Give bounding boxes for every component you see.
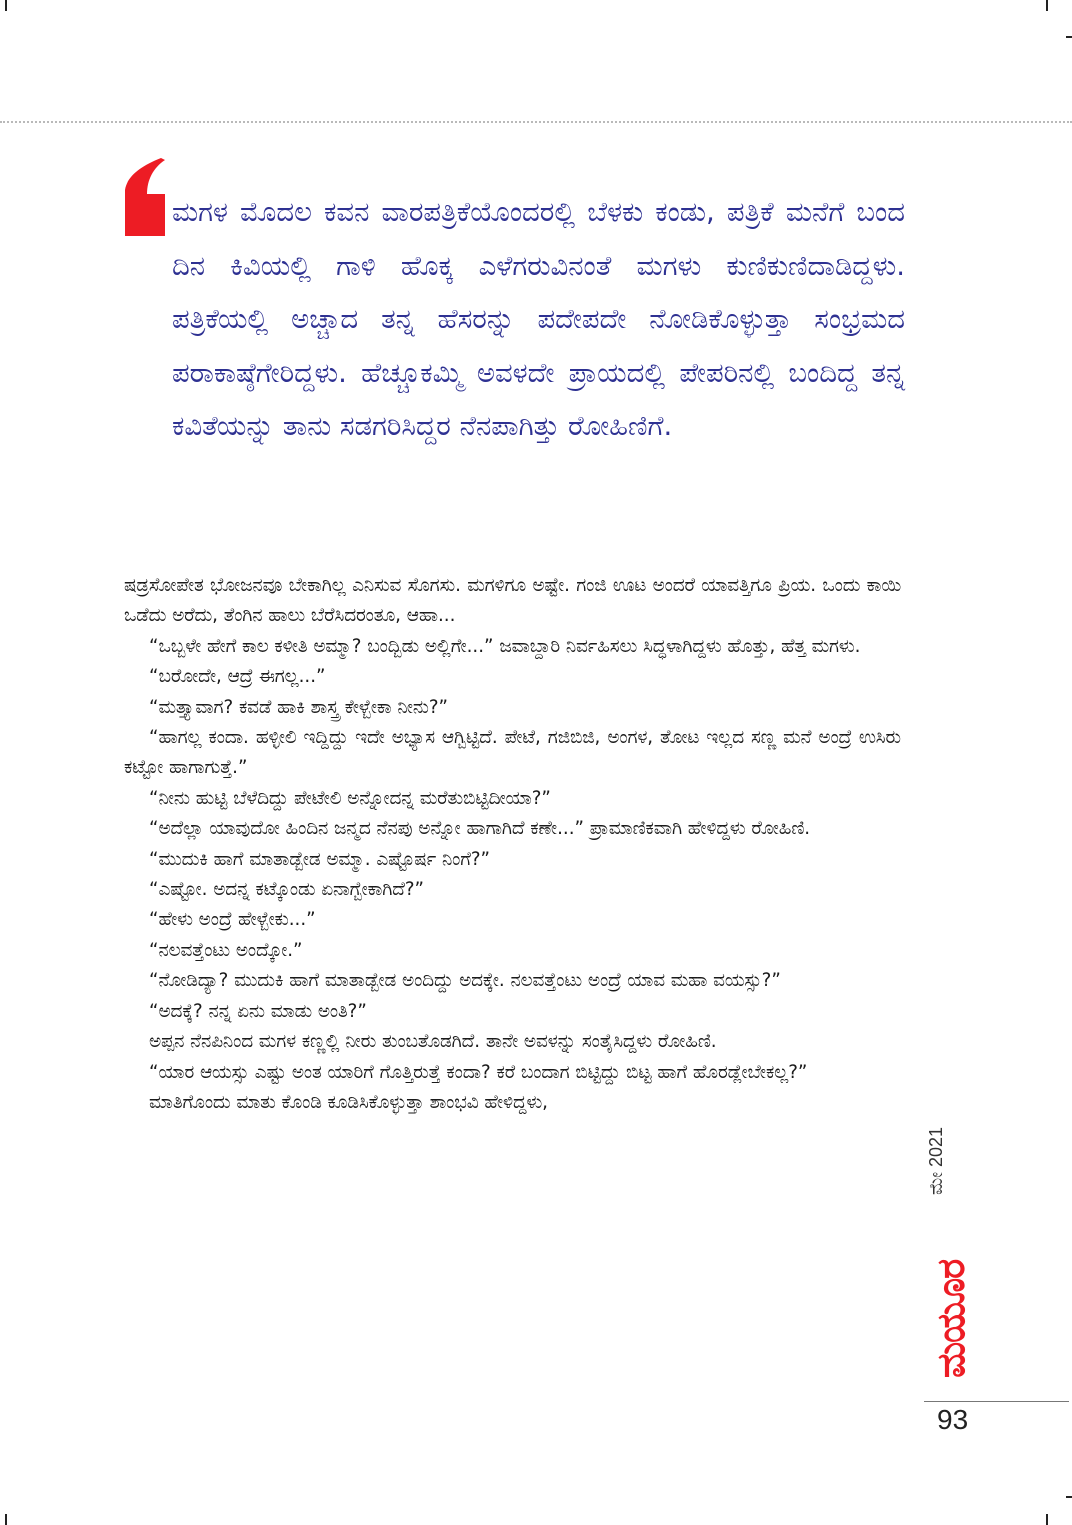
paragraph: “ಮತ್ತ್ಯಾವಾಗ? ಕವಡೆ ಹಾಕಿ ಶಾಸ್ತ್ರ ಕೇಳ್ಬೇಕಾ ನೀನು?” bbox=[149, 696, 448, 718]
paragraph: “ಯಾರ ಆಯಸ್ಸು ಎಷ್ಟು ಅಂತ ಯಾರಿಗೆ ಗೊತ್ತಿರುತ್ತೆ ಕಂದಾ? ಕರೆ ಬಂದಾಗ ಬಿಟ್ಟಿದ್ದು ಬಿಟ್ಟ ಹಾಗೆ ಹೊರಡ್ಲೇಬೇಕಲ್ಲ?” bbox=[149, 1061, 808, 1083]
crop-mark-bottom-left bbox=[5, 1514, 7, 1525]
crop-mark-right-top bbox=[1066, 36, 1072, 38]
header-dotted-rule bbox=[0, 121, 1072, 123]
paragraph: ಅಪ್ಪನ ನೆನಪಿನಿಂದ ಮಗಳ ಕಣ್ಣಲ್ಲಿ ನೀರು ತುಂಬತೊಡಗಿದೆ. ತಾನೇ ಅವಳನ್ನು ಸಂತೈಸಿದ್ದಳು ರೋಹಿಣಿ. bbox=[149, 1031, 717, 1053]
paragraph: “ಅದಕ್ಕೆ? ನನ್ನ ಏನು ಮಾಡು ಅಂತಿ?” bbox=[149, 1000, 367, 1022]
crop-mark-top-right bbox=[1046, 0, 1048, 11]
issue-date: ಮೇ 2021 bbox=[926, 1126, 946, 1195]
paragraph: “ಎಷ್ಟೋ. ಅದನ್ನ ಕಟ್ಕೊಂಡು ಏನಾಗ್ಬೇಕಾಗಿದೆ?” bbox=[149, 879, 425, 901]
paragraph: “ಒಬ್ಬಳೇ ಹೇಗೆ ಕಾಲ ಕಳೀತಿ ಅಮ್ಮಾ? ಬಂದ್ಬಿಡು ಅಲ್ಲಿಗೇ...” ಜವಾಬ್ದಾರಿ ನಿರ್ವಹಿಸಲು ಸಿದ್ಧಳಾಗಿದ್ದಳು ಹೊತ್ತು, ಹೆತ್ತ ಮಗಳು. bbox=[149, 635, 861, 657]
crop-mark-top-left bbox=[5, 0, 7, 11]
pull-quote: ಮಗಳ ಮೊದಲ ಕವನ ವಾರಪತ್ರಿಕೆಯೊಂದರಲ್ಲಿ ಬೆಳಕು ಕಂಡು, ಪತ್ರಿಕೆ ಮನೆಗೆ ಬಂದ ದಿನ ಕಿವಿಯಲ್ಲಿ ಗಾಳಿ ಹೊಕ್ಕ ಎಳೆಗರುವಿನಂತೆ ಮಗಳು ಕುಣಿಕುಣಿದಾಡಿದ್ದಳು. ಪತ್ರಿಕೆಯಲ್ಲಿ ಅಚ್ಚಾದ ತನ್ನ ಹೆಸರನ್ನು ಪದೇಪದೇ ನೋಡಿಕೊಳ್ಳುತ್ತಾ ಸಂಭ್ರಮದ ಪರಾಕಾಷ್ಠೆಗೇರಿದ್ದಳು. ಹೆಚ್ಚೂಕಮ್ಮಿ ಅವಳದೇ ಪ್ರಾಯದಲ್ಲಿ ಪೇಪರಿನಲ್ಲಿ ಬಂದಿದ್ದ ತನ್ನ ಕವಿತೆಯನ್ನು ತಾನು ಸಡಗರಿಸಿದ್ದರ ನೆನಪಾಗಿತ್ತು ರೋಹಿಣಿಗೆ. bbox=[172, 196, 905, 442]
paragraph: ಮಾತಿಗೊಂದು ಮಾತು ಕೊಂಡಿ ಕೂಡಿಸಿಕೊಳ್ಳುತ್ತಾ ಶಾಂಭವಿ ಹೇಳಿದ್ದಳು, bbox=[149, 1091, 548, 1113]
folio-rule bbox=[924, 1401, 1069, 1402]
article-body bbox=[124, 571, 901, 1118]
quote-mark-icon bbox=[125, 158, 165, 236]
paragraph: “ಅದೆಲ್ಲಾ ಯಾವುದೋ ಹಿಂದಿನ ಜನ್ಮದ ನೆನಪು ಅನ್ನೋ ಹಾಗಾಗಿದೆ ಕಣೇ...” ಪ್ರಾಮಾಣಿಕವಾಗಿ ಹೇಳಿದ್ದಳು ರೋಹಿಣಿ. bbox=[149, 818, 811, 840]
page-number: 93 bbox=[937, 1404, 969, 1435]
paragraph: ಷಡ್ರಸೋಪೇತ ಭೋಜನವೂ ಬೇಕಾಗಿಲ್ಲ ಎನಿಸುವ ಸೊಗಸು. ಮಗಳಿಗೂ ಅಷ್ಟೇ. ಗಂಜಿ ಊಟ ಅಂದರೆ ಯಾವತ್ತಿಗೂ ಪ್ರಿಯ. ಒಂದು ಕಾಯಿ ಒಡೆದು ಅರೆದು, ತೆಂಗಿನ ಹಾಲು ಬೆರೆಸಿದರಂತೂ, ಆಹಾ... bbox=[124, 575, 901, 627]
magazine-name: ಮಯೂರ bbox=[929, 1259, 973, 1378]
crop-mark-bottom-right bbox=[1046, 1514, 1048, 1525]
paragraph: “ಹಾಗಲ್ಲ ಕಂದಾ. ಹಳ್ಳೀಲಿ ಇದ್ದಿದ್ದು ಇದೇ ಅಭ್ಯಾಸ ಆಗ್ಬಿಟ್ಟಿದೆ. ಪೇಟೆ, ಗಜಿಬಿಜಿ, ಅಂಗಳ, ತೋಟ ಇಲ್ಲದ ಸಣ್ಣ ಮನೆ ಅಂದ್ರೆ ಉಸಿರು ಕಟ್ಟೋ ಹಾಗಾಗುತ್ತೆ.” bbox=[124, 727, 901, 779]
paragraph: “ಮುದುಕಿ ಹಾಗೆ ಮಾತಾಡ್ಬೇಡ ಅಮ್ಮಾ. ಎಷ್ಟೊರ್ಷ ನಿಂಗೆ?” bbox=[149, 848, 491, 870]
paragraph: “ಬರೋದೇ, ಆದ್ರೆ ಈಗಲ್ಲ...” bbox=[149, 666, 326, 688]
paragraph: “ನೋಡಿದ್ಯಾ? ಮುದುಕಿ ಹಾಗೆ ಮಾತಾಡ್ಬೇಡ ಅಂದಿದ್ದು ಅದಕ್ಕೇ. ನಲವತ್ತೆಂಟು ಅಂದ್ರೆ ಯಾವ ಮಹಾ ವಯಸ್ಸು?” bbox=[149, 970, 781, 992]
paragraph: “ನೀನು ಹುಟ್ಟಿ ಬೆಳೆದಿದ್ದು ಪೇಟೇಲಿ ಅನ್ನೋದನ್ನ ಮರೆತುಬಿಟ್ಟಿದೀಯಾ?” bbox=[149, 787, 551, 809]
crop-mark-right-bottom bbox=[1066, 1496, 1072, 1498]
paragraph: “ನಲವತ್ತೆಂಟು ಅಂದ್ಕೋ.” bbox=[149, 939, 303, 961]
paragraph: “ಹೇಳು ಅಂದ್ರೆ ಹೇಳ್ಬೇಕು...” bbox=[149, 909, 316, 931]
